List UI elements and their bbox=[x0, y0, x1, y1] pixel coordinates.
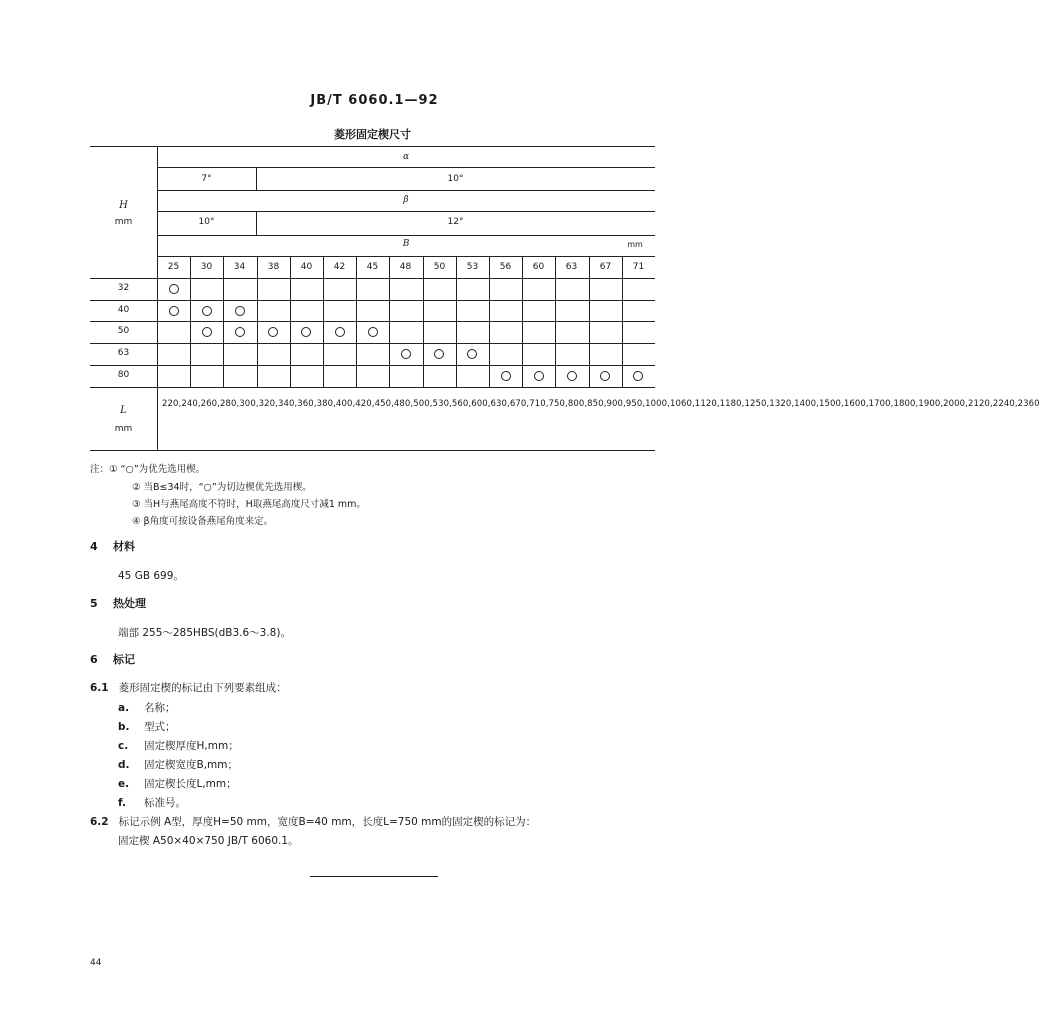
note-4: ④ β角度可按设备燕尾角度来定。 bbox=[132, 516, 274, 527]
marking-element-item bbox=[118, 719, 176, 734]
grid-col-line bbox=[456, 256, 457, 387]
marking-element-item bbox=[118, 776, 237, 791]
section-6-2-num: 6.2 bbox=[90, 816, 109, 828]
note-1: 注：① “○”为优先选用楔。 bbox=[90, 464, 206, 475]
beta-value-2: 12° bbox=[447, 217, 464, 227]
item-value: 型式； bbox=[144, 721, 176, 733]
marking-element-item bbox=[118, 700, 176, 715]
alpha-label: α bbox=[402, 152, 410, 162]
item-key: b. bbox=[118, 721, 130, 733]
H-row-label: 50 bbox=[117, 326, 130, 336]
note-3: ③ 当H与燕尾高度不符时，H取燕尾高度尺寸减1 mm。 bbox=[132, 499, 366, 510]
item-key: c. bbox=[118, 740, 129, 752]
L-values: 220,240,260,280,300,320,340,360,380,400,420,450,480,500,530,560,600,630,670,710,750,800,850,900,950,1000,1060,1120,1180,1250,1320,1400,1500,1600,1700,1800,1900,2000,2120,2240,2360 bbox=[162, 399, 1040, 409]
grid-col-line bbox=[555, 256, 556, 387]
item-key: e. bbox=[118, 778, 130, 790]
grid-col-line bbox=[190, 256, 191, 387]
B-col-header: 38 bbox=[267, 262, 280, 272]
H-unit: mm bbox=[114, 217, 133, 227]
B-col-header: 60 bbox=[532, 262, 545, 272]
B-col-header: 42 bbox=[333, 262, 346, 272]
grid-col-line bbox=[389, 256, 390, 387]
grid-col-line bbox=[356, 256, 357, 387]
section-6-2 bbox=[90, 814, 536, 829]
beta-value-1: 10° bbox=[198, 217, 215, 227]
section-6-1-num: 6.1 bbox=[90, 682, 109, 694]
item-key: f. bbox=[118, 797, 126, 809]
beta-label: β bbox=[403, 195, 409, 205]
item-key: d. bbox=[118, 759, 130, 771]
marking-element-item bbox=[118, 738, 239, 753]
item-key: a. bbox=[118, 702, 130, 714]
grid-col-line bbox=[522, 256, 523, 387]
H-row-label: 40 bbox=[117, 305, 130, 315]
preferred-mark bbox=[169, 284, 179, 294]
B-col-header: 25 bbox=[167, 262, 180, 272]
preferred-mark bbox=[567, 371, 577, 381]
section-6-2-text: 标记示例 A型，厚度H=50 mm，宽度B=40 mm，长度L=750 mm的固定楔的标记为： bbox=[118, 816, 537, 828]
marking-element-item bbox=[118, 757, 238, 772]
L-unit: mm bbox=[114, 424, 133, 434]
preferred-mark bbox=[401, 349, 411, 359]
section-6-1-text: 菱形固定楔的标记由下列要素组成： bbox=[118, 682, 287, 694]
end-rule bbox=[310, 876, 438, 877]
marking-element-item bbox=[118, 795, 186, 810]
grid-col-line bbox=[622, 256, 623, 387]
B-unit: mm bbox=[627, 240, 643, 249]
B-col-header: 48 bbox=[399, 262, 412, 272]
preferred-mark bbox=[434, 349, 444, 359]
preferred-mark bbox=[268, 327, 278, 337]
H-row-label: 80 bbox=[117, 370, 130, 380]
B-col-header: 50 bbox=[433, 262, 446, 272]
B-col-header: 63 bbox=[565, 262, 578, 272]
grid-col-line bbox=[290, 256, 291, 387]
preferred-mark bbox=[633, 371, 643, 381]
B-col-header: 56 bbox=[499, 262, 512, 272]
grid-col-line bbox=[223, 256, 224, 387]
note-2: ② 当B≤34时，“○”为切边楔优先选用楔。 bbox=[132, 482, 312, 493]
table-title: 菱形固定楔尺寸 bbox=[334, 128, 411, 141]
item-value: 固定楔宽度B,mm； bbox=[144, 759, 238, 771]
H-row-label: 32 bbox=[117, 283, 130, 293]
grid-col-line bbox=[323, 256, 324, 387]
marking-example: 固定楔 A50×40×750 JB/T 6060.1。 bbox=[118, 835, 299, 847]
preferred-mark bbox=[202, 306, 212, 316]
B-label: B bbox=[402, 239, 410, 249]
alpha-value-1: 7° bbox=[201, 174, 212, 184]
preferred-mark bbox=[169, 306, 179, 316]
preferred-mark bbox=[600, 371, 610, 381]
section-5-heading bbox=[90, 595, 146, 611]
item-value: 固定楔厚度H,mm； bbox=[144, 740, 239, 752]
section-6-num: 6 bbox=[90, 653, 98, 666]
item-value: 标准号。 bbox=[144, 797, 186, 809]
preferred-mark bbox=[534, 371, 544, 381]
preferred-mark bbox=[501, 371, 511, 381]
section-5-num: 5 bbox=[90, 597, 98, 610]
preferred-mark bbox=[202, 327, 212, 337]
section-4-num: 4 bbox=[90, 540, 98, 553]
grid-col-line bbox=[257, 256, 258, 387]
preferred-mark bbox=[235, 306, 245, 316]
preferred-mark bbox=[301, 327, 311, 337]
section-5-title: 热处理 bbox=[112, 597, 146, 610]
grid-col-line bbox=[489, 256, 490, 387]
alpha-value-2: 10° bbox=[447, 174, 464, 184]
B-col-header: 30 bbox=[200, 262, 213, 272]
page-number: 44 bbox=[90, 958, 102, 968]
B-col-header: 53 bbox=[466, 262, 479, 272]
section-6-heading bbox=[90, 651, 135, 667]
H-row-label: 63 bbox=[117, 348, 130, 358]
B-col-header: 67 bbox=[599, 262, 612, 272]
section-4-heading bbox=[90, 538, 135, 554]
section-5-body: 端部 255～285HBS(dB3.6～3.8)。 bbox=[118, 627, 291, 639]
H-label: H bbox=[119, 200, 128, 211]
preferred-mark bbox=[335, 327, 345, 337]
page-header: JB/T 6060.1—92 bbox=[310, 93, 439, 108]
grid-col-line bbox=[589, 256, 590, 387]
section-4-body: 45 GB 699。 bbox=[118, 570, 184, 582]
L-label: L bbox=[120, 405, 127, 416]
grid-col-line bbox=[423, 256, 424, 387]
preferred-mark bbox=[235, 327, 245, 337]
section-6-1 bbox=[90, 680, 287, 695]
B-col-header: 34 bbox=[233, 262, 246, 272]
section-6-title: 标记 bbox=[112, 653, 135, 666]
B-col-header: 71 bbox=[632, 262, 645, 272]
section-4-title: 材料 bbox=[112, 540, 135, 553]
B-col-header: 45 bbox=[366, 262, 379, 272]
preferred-mark bbox=[368, 327, 378, 337]
B-col-header: 40 bbox=[300, 262, 313, 272]
item-value: 名称； bbox=[144, 702, 176, 714]
item-value: 固定楔长度L,mm； bbox=[144, 778, 237, 790]
preferred-mark bbox=[467, 349, 477, 359]
